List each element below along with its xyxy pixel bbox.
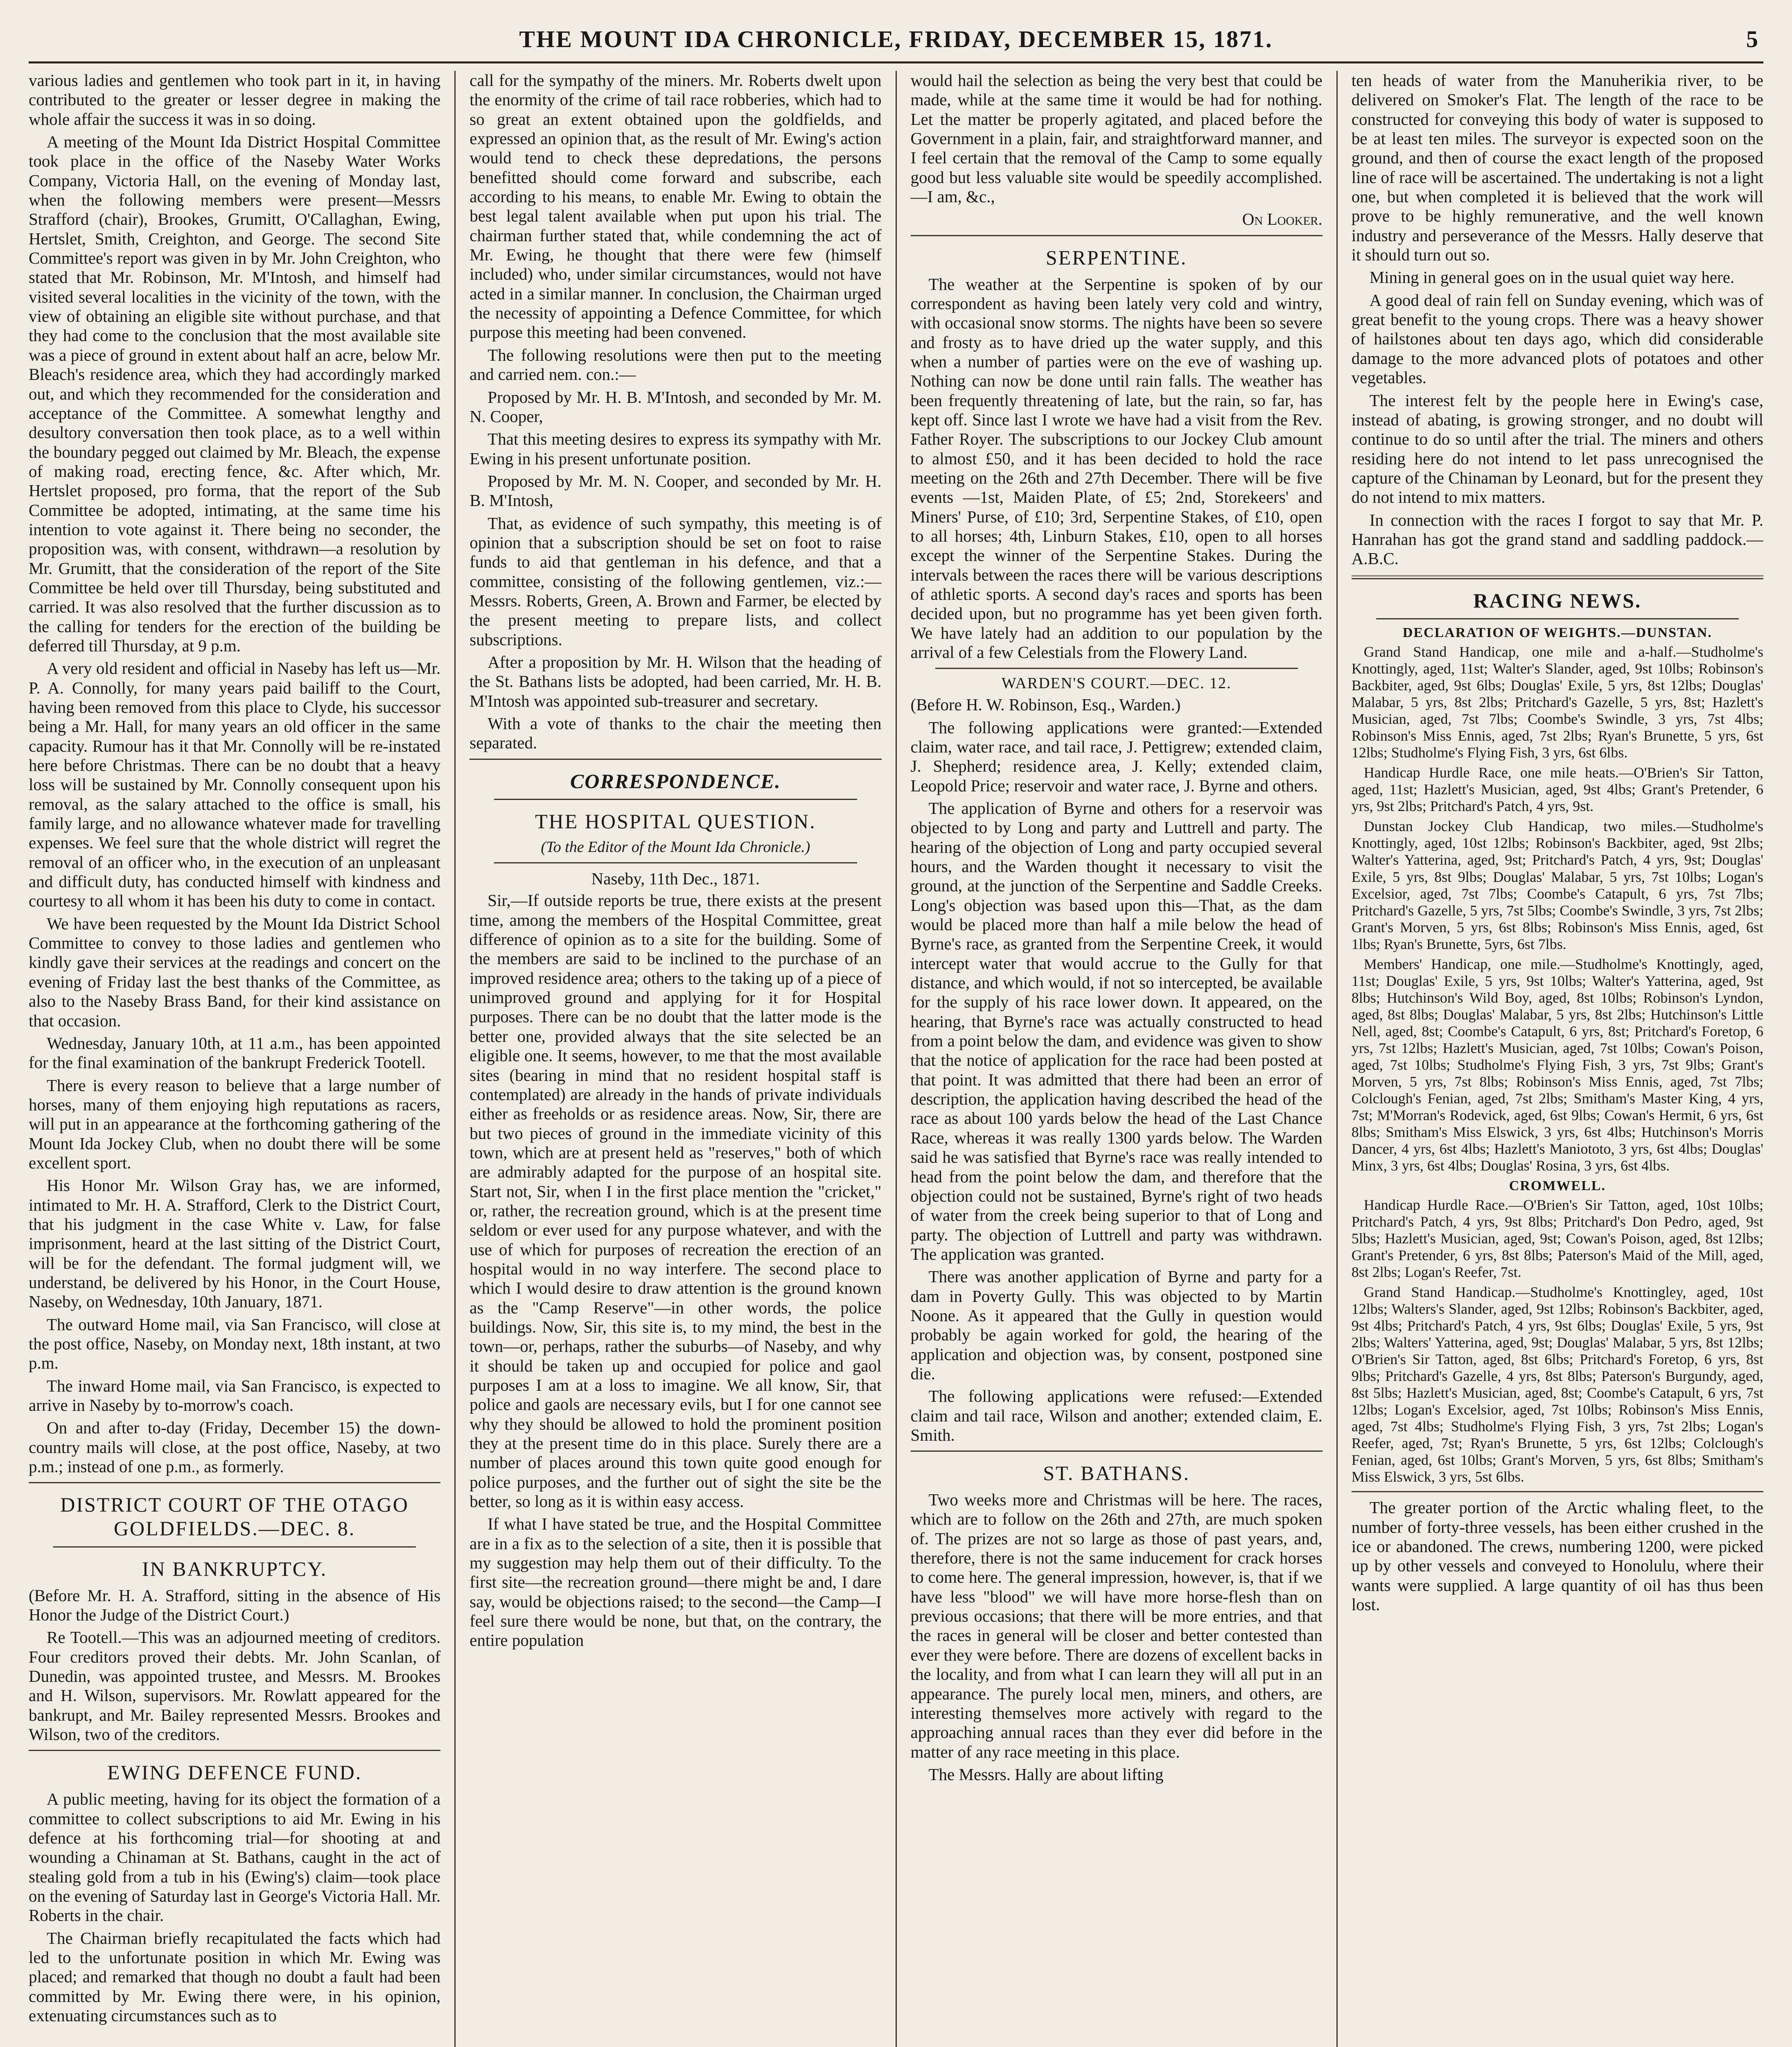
- section-heading: SERPENTINE.: [1045, 246, 1187, 269]
- article-paragraph: The following applications were refused:—Extended claim and tail race, Wilson and another; extended claim, E. Smith.: [910, 1387, 1323, 1444]
- subheading: CROMWELL.: [1509, 1178, 1606, 1194]
- divider: [911, 1451, 1323, 1452]
- article-paragraph: The outward Home mail, via San Francisco, will close at the post office, Naseby, on Monday next, 18th instant, at two p.m.: [29, 1315, 441, 1373]
- subheading: (To the Editor of the Mount Ida Chronicle.): [541, 838, 810, 856]
- race-entry: Handicap Hurdle Race, one mile heats.—O'Brien's Sir Tatton, aged, 11st; Hazlett's Musician, aged, 9st 4lbs; Grant's Pretender, 6 yrs, 9st 2lbs; Pritchard's Patch, 4 yrs, 9st.: [1351, 764, 1763, 815]
- article-paragraph: In connection with the races I forgot to say that Mr. P. Hanrahan has got the grand stand and saddling paddock.—A.B.C.: [1351, 510, 1763, 568]
- race-entry: Dunstan Jockey Club Handicap, two miles.—Studholme's Knottingly, aged, 10st 12lbs; Robinson's Backbiter, aged, 9st 2lbs; Walter's Yatterina, aged, 9st; Pritchard's Patch, 4 yrs, 9st; Douglas' Exile, 5 yrs, 8st 9lbs; Douglas' Malabar, 5 yrs, 7st 10lbs; Logan's Excelsior, aged, 7st 7lbs; Coombe's Catapult, 6 yrs, 7st 7lbs; Pritchard's Gazelle, 5 yrs, 7st 5lbs; Coombe's Swindle, 3 yrs, 7st 2lbs; Grant's Morven, 5 yrs, 6st 8lbs; Robinson's Miss Ennis, aged, 6st 1lbs; Ryan's Brunette, 5yrs, 6st 7lbs.: [1351, 818, 1763, 952]
- section-heading: CORRESPONDENCE.: [570, 769, 781, 793]
- article-paragraph: The Messrs. Hally are about lifting: [928, 1765, 1164, 1784]
- racing-news: [1352, 625, 1763, 1485]
- section-heading: EWING DEFENCE FUND.: [107, 1761, 362, 1784]
- section-heading: ST. BATHANS.: [1043, 1462, 1190, 1485]
- race-entry: Grand Stand Handicap, one mile and a-half.—Studholme's Knottingly, aged, 11st; Walter's Slander, aged, 9st 10lbs; Robinson's Backbiter, aged, 9st 6lbs; Douglas' Exile, 5 yrs, 8st 12lbs; Douglas' Malabar, 5 yrs, 8st 2lbs; Pritchard's Gazelle, 5 yrs, 8st; Hazlett's Musician, aged, 7st 7lbs; Coombe's Swindle, 3 yrs, 7st 4lbs; Robinson's Miss Ennis, aged, 7st 2lbs; Ryan's Brunette, 5 yrs, 6st 12lbs; Studholme's Flying Fish, 3 yrs, 6st 6lbs.: [1351, 644, 1763, 761]
- article-paragraph: The following applications were granted:—Extended claim, water race, and tail race, J. Pettigrew; extended claim, J. Shepherd; residence area, J. Kelly; extended claim, Leopold Price; reservoir and water race, J. Byrne and others.: [910, 718, 1323, 795]
- page-number: 5: [1746, 25, 1759, 52]
- divider: [1376, 618, 1739, 619]
- masthead-title: THE MOUNT IDA CHRONICLE, FRIDAY, DECEMBER 15, 1871.: [519, 25, 1273, 52]
- subheading: WARDEN'S COURT.—DEC. 12.: [1001, 675, 1232, 692]
- race-entry: Grand Stand Handicap.—Studholme's Knottingley, aged, 10st 12lbs; Walters's Slander, aged, 9st 12lbs; Robinson's Backbiter, aged, 9st 4lbs; Pritchard's Patch, 4 yrs, 9st 6lbs; Douglas' Exile, 5 yrs, 9st 2lbs; Walters' Yatterina, aged, 9st; Douglas' Malabar, 5 yrs, 8st 12lbs; O'Brien's Sir Tatton, aged, 8st 6lbs; Pritchard's Foretop, 6 yrs, 8st 9lbs; Pritchard's Gazelle, 4 yrs, 8st 8lbs; Paterson's Burgundy, aged, 8st 5lbs; Hazlett's Musician, aged, 8st; Coombe's Catapult, 6 yrs, 7st 12lbs; Logan's Excelsior, aged, 7st 10lbs; Robinson's Miss Ennis, aged, 7st 4lbs; Studholme's Flying Fish, 3 yrs, 7st 2lbs; Logan's Reefer, aged, 7st; Ryan's Brunette, 5 yrs, 6st 12lbs; Colclough's Fenian, aged, 6st 10lbs; Grant's Morven, 5 yrs, 6st 8lbs; Smitham's Miss Elswick, 3 yrs, 5st 6lbs.: [1351, 1283, 1763, 1485]
- article-paragraph: Re Tootell.—This was an adjourned meeting of creditors. Four creditors proved their debts. Mr. John Scanlan, of Dunedin, was appointed trustee, and Messrs. M. Brookes and H. Wilson, supervisors. Mr. Rowlatt appeared for the bankrupt, and Mr. Bailey represented Messrs. Brookes and Wilson, two of the creditors.: [29, 1628, 441, 1744]
- article-paragraph: The application of Byrne and others for a reservoir was objected to by Long and party and Luttrell and party. The hearing of the objection of Long and party occupied several hours, and the Warden thought it necessary to visit the ground, at the junction of the Serpentine and Saddle Creeks. Long's objection was based upon this—That, as the dam would be placed more than half a mile below the head of Byrne's race, as granted from the Serpentine Creek, it would intercept water that would accrue to the Gully for that distance, and which would, if not so intercepted, be available for the supply of his race lower down. It appeared, on the hearing, that Byrne's race was actually constructed to head from a point below the dam, and evidence was given to show that the notice of application for the race had been posted at that point. It was admitted that there had been an error of description, the application having described the head of the race as about 100 yards below the head of the Last Chance Race, whereas it was really 1300 yards below. The Warden said he was satisfied that Byrne's race was really intended to head from the point below the dam, and therefore that the objection could not be sustained, Byrne's right of two heads of water from the creek being superior to that of Long and party. The objection of Luttrell and party was withdrawn. The application was granted.: [910, 798, 1323, 1263]
- divider: [1352, 1491, 1763, 1492]
- divider: [29, 1750, 440, 1751]
- article-paragraph: After a proposition by Mr. H. Wilson that the heading of the St. Bathans lists be adopted, had been carried, Mr. H. B. M'Intosh was appointed sub-treasurer and secretary.: [469, 652, 882, 710]
- article-paragraph: The greater portion of the Arctic whaling fleet, to the number of forty-three vessels, has been either crushed in the ice or abandoned. The crews, numbering 1200, were picked up by other vessels and conveyed to Honolulu, where their wants were supplied. A large quantity of oil has thus been lost.: [1351, 1498, 1763, 1614]
- article-paragraph: We have been requested by the Mount Ida District School Committee to convey to those ladies and gentlemen who kindly gave their services at the readings and concert on the evening of Friday last the best thanks of the Committee, as also to the Naseby Brass Band, for their kind assistance on that occasion.: [29, 914, 441, 1030]
- article-paragraph: A meeting of the Mount Ida District Hospital Committee took place in the office of the Naseby Water Works Company, Victoria Hall, on the evening of Monday last, when the following members were present—Messrs Strafford (chair), Brookes, Grumitt, O'Callaghan, Ewing, Hertslet, Smith, Creighton, and George. The second Site Committee's report was given in by Mr. John Creighton, who stated that Mr. Robinson, Mr. M'Intosh, and himself had visited several localities in the vicinity of the town, with the view of obtaining an eligible site without purchase, and that they had come to the conclusion that the most available site was a piece of ground in extent about half an acre, below Mr. Bleach's residence area, which they had accordingly marked out, and which they recommended for the consideration and acceptance of the Committee. A somewhat lengthy and desultory conversation then took place, as to a well within the boundary pegged out claimed by Mr. Bleach, the expense of making road, erecting fence, &c. After which, Mr. Hertslet proposed, pro forma, that the report of the Sub Committee be adopted, intimating, at the same time his intention to vote against it. There being no seconder, the proposition was, with consent, withdrawn—a resolution by Mr. Grumitt, that the consideration of the report of the Site Committee be held over till Thursday, being substituted and carried. It was also resolved that the further discussion as to the calling for tenders for the erection of the building be deferred till Thursday, at 9 p.m.: [29, 132, 441, 655]
- article-paragraph: The weather at the Serpentine is spoken of by our correspondent as having been lately very cold and wintry, with occasional snow storms. The nights have been so severe and frosty as to have dried up the water supply, and this when a number of parties were on the eve of washing up. Nothing can now be done until rain falls. The weather has been frequently threatening of late, but the rain, so far, has kept off. Since last I wrote we have had a visit from the Rev. Father Royer. The subscriptions to our Jockey Club amount to almost £50, and it has been decided to hold the race meeting on the 26th and 27th December. There will be five events —1st, Maiden Plate, of £5; 2nd, Storekeers' and Miners' Purse, of £10; 3rd, Serpentine Stakes, of £10, open to all horses; 4th, Linburn Stakes, £10, open to all horses except the winner of the Serpentine Stakes. During the intervals between the races there will be various descriptions of athletic sports. A second day's races and sports has been decided upon, but no programme has yet been given forth. We have lately had an addition to our population by the arrival of a few Celestials from the Flowery Land.: [910, 274, 1323, 662]
- article-paragraph: The following resolutions were then put to the meeting and carried nem. con.:—: [469, 345, 882, 384]
- divider: [494, 862, 857, 863]
- subheading: DECLARATION OF WEIGHTS.—DUNSTAN.: [1402, 625, 1712, 641]
- article-paragraph: Proposed by Mr. H. B. M'Intosh, and seconded by Mr. M. N. Cooper,: [469, 387, 882, 426]
- article-paragraph: The inward Home mail, via San Francisco, is expected to arrive in Naseby by to-morrow's coach.: [29, 1376, 441, 1415]
- divider: [1352, 575, 1763, 579]
- article-paragraph: would hail the selection as being the very best that could be made, while at the same time it would be had for nothing. Let the matter be properly agitated, and placed before the Government in a plain, fair, and straightforward manner, and I feel certain that the removal of the Camp to some equally good but less valuable site would be speedily accomplished.—I am, &c.,: [910, 71, 1323, 206]
- columns: [29, 71, 1763, 2047]
- signature: On Looker.: [1242, 210, 1323, 229]
- section-heading: THE HOSPITAL QUESTION.: [535, 810, 816, 833]
- article-paragraph: A public meeting, having for its object the formation of a committee to collect subscriptions to aid Mr. Ewing in his defence at his forthcoming trial—for shooting at and wounding a Chinaman at St. Bathans, caught in the act of stealing gold from a tub in his (Ewing's) claim—took place on the evening of Saturday last in George's Victoria Hall. Mr. Roberts in the chair.: [29, 1789, 441, 1925]
- article-paragraph: ten heads of water from the Manuherikia river, to be delivered on Smoker's Flat. The length of the race to be constructed for conveying this body of water is supposed to be at least ten miles. The surveyor is expected soon on the ground, and then of course the exact length of the proposed line of race will be ascertained. The undertaking is not a light one, but when completed it is believed that the work will prove to be highly remunerative, and the well known industry and perseverance of the Messrs. Hally deserve that it should turn out so.: [1351, 71, 1763, 264]
- race-entry: Members' Handicap, one mile.—Studholme's Knottingly, aged, 11st; Douglas' Exile, 5 yrs, 9st 10lbs; Walter's Yatterina, aged, 9st 8lbs; Hutchinson's Wild Boy, aged, 8st 10lbs; Robinson's Lyndon, aged, 8st 8lbs; Douglas' Malabar, 5 yrs, 8st 2lbs; Hutchinson's Little Nell, aged, 8st; Coombe's Catapult, 6 yrs, 8st; Pritchard's Foretop, 6 yrs, 7st 12lbs; Hazlett's Musician, aged, 7st 10lbs; Cowan's Poison, aged, 7st 10lbs; Studholme's Flying Fish, 3 yrs, 7st 9lbs; Grant's Morven, 5 yrs, 7st 8lbs; Robinson's Miss Ennis, aged, 7st 7lbs; Colclough's Fenian, aged, 7st 2lbs; Smitham's Master King, 4 yrs, 7st; M'Morran's Rodevick, aged, 6st 9lbs; Cowan's Hermit, 6 yrs, 6st 8lbs; Smitham's Miss Elswick, 3 yrs, 6st 4lbs; Hutchinson's Morris Dancer, 4 yrs, 6st 4lbs; Hazlett's Maniototo, 3 yrs, 6st 4lbs; Douglas' Minx, 3 yrs, 6st 4lbs; Douglas' Rosina, 3 yrs, 6st 4lbs.: [1351, 956, 1763, 1174]
- section-heading: RACING NEWS.: [1473, 589, 1642, 612]
- masthead: [29, 16, 1763, 63]
- section-heading: DISTRICT COURT OF THE OTAGO GOLDFIELDS.—DEC. 8.: [60, 1493, 409, 1540]
- divider: [29, 1482, 440, 1483]
- article-paragraph: There is every reason to believe that a large number of horses, many of them enjoying high reputations as racers, will put in an appearance at the forthcoming gathering of the Mount Ida Jockey Club, when no doubt there will be some excellent sport.: [29, 1075, 441, 1172]
- article-paragraph: (Before Mr. H. A. Strafford, sitting in the absence of His Honor the Judge of the District Court.): [29, 1586, 441, 1624]
- divider: [935, 668, 1298, 669]
- article-paragraph: Mining in general goes on in the usual quiet way here.: [1369, 268, 1735, 287]
- article-paragraph: The Chairman briefly recapitulated the facts which had led to the unfortunate position in which Mr. Ewing was placed; and remarked that though no doubt a fault had been committed by Mr. Ewing there were, in his opinion, extenuating circumstances such as to: [29, 1928, 441, 2025]
- article-paragraph: On and after to-day (Friday, December 15) the down-country mails will close, at the post office, Naseby, at two p.m.; instead of one p.m., as formerly.: [29, 1418, 441, 1476]
- article-paragraph: If what I have stated be true, and the Hospital Committee are in a fix as to the selection of a site, then it is possible that my suggestion may help them out of their difficulty. To the first site—the recreation ground—there might be and, I dare say, would be objections raised; to the second—the Camp—I feel sure there would be none, but that, on the contrary, the entire population: [469, 1514, 882, 1650]
- divider: [494, 799, 857, 800]
- article-paragraph: That, as evidence of such sympathy, this meeting is of opinion that a subscription should be set on foot to raise funds to aid that gentleman in his defence, and that a committee, consisting of the following gentlemen, viz.:—Messrs. Roberts, Green, A. Brown and Farmer, be elected by the present meeting to prepare lists, and collect subscriptions.: [469, 513, 882, 649]
- dateline: Naseby, 11th Dec., 1871.: [591, 869, 760, 888]
- article-paragraph: A good deal of rain fell on Sunday evening, which was of great benefit to the young crops. There was a heavy shower of hailstones about ten days ago, which did considerable damage to the more advanced plots of potatoes and other vegetables.: [1351, 290, 1763, 387]
- section-heading: IN BANKRUPTCY.: [142, 1557, 327, 1580]
- article-paragraph: With a vote of thanks to the chair the meeting then separated.: [469, 714, 882, 752]
- column-3: [896, 71, 1336, 2047]
- column-1: [29, 71, 454, 2047]
- article-paragraph: The interest felt by the people here in Ewing's case, instead of abating, is growing stronger, and no doubt will continue to do so until after the trial. The miners and others residing here do not intend to let pass unrecognised the capture of the Chinaman by Leonard, but for the present they do not intend to mix matters.: [1351, 391, 1763, 507]
- divider: [911, 235, 1323, 236]
- article-paragraph: There was another application of Byrne and party for a dam in Poverty Gully. This was objected to by Martin Noone. As it appeared that the Gully in question would probably be again worked for gold, the hearing of the application and objection was, by consent, postponed sine die.: [910, 1267, 1323, 1383]
- divider: [53, 1546, 416, 1548]
- article-paragraph: A very old resident and official in Naseby has left us—Mr. P. A. Connolly, for many years paid bailiff to the Court, having been removed from this place to Clyde, his successor being a Mr. Hall, for many years an old officer in the same capacity. Rumour has it that Mr. Connolly will be re-instated here before Christmas. There can be no doubt that a heavy loss will be sustained by Mr. Connolly consequent upon his removal, as the salary attached to the office is small, his family large, and no allowance whatever made for travelling expenses. We feel sure that the whole district will regret the removal of an officer who, in the execution of an unpleasant and difficult duty, has conducted himself with kindness and courtesy to all whom it has been his duty to come in contact.: [29, 659, 441, 911]
- column-4: [1336, 71, 1763, 2047]
- article-paragraph: Proposed by Mr. M. N. Cooper, and seconded by Mr. H. B. M'Intosh,: [469, 471, 882, 510]
- divider: [469, 759, 881, 760]
- article-paragraph: His Honor Mr. Wilson Gray has, we are informed, intimated to Mr. H. A. Strafford, Clerk to the District Court, that his judgment in the case White v. Law, for false imprisonment, heard at the last sitting of the District Court, will be for the defendant. The formal judgment will, we understand, be delivered by his Honor, in the Court House, Naseby, on Wednesday, 10th January, 1871.: [29, 1176, 441, 1311]
- article-paragraph: call for the sympathy of the miners. Mr. Roberts dwelt upon the enormity of the crime of tail race robberies, which had to so great an extent obtained upon the goldfields, and expressed an opinion that, as the result of Mr. Ewing's action would tend to check these depredations, the persons benefitted should come forward and subscribe, each according to his means, to enable Mr. Ewing to obtain the best legal talent available when put upon his trial. The chairman further stated that, while condemning the act of Mr. Ewing, he thought that there were few (himself included) who, under similar circumstances, would not have acted in a similar manner. In conclusion, the Chairman urged the necessity of appointing a Defence Committee, for which purpose this meeting had been convened.: [469, 71, 882, 342]
- article-paragraph: Sir,—If outside reports be true, there exists at the present time, among the members of the Hospital Committee, great difference of opinion as to a site for the building. Some of the members are said to be inclined to the purchase of an improved residence area; others to the taking up of a piece of unimproved ground and applying for it for Hospital purposes. There can be no doubt that the latter mode is the better one, provided always that the site selected be an eligible one. It seems, however, to me that the most available sites (bearing in mind that no resident hospital staff is contemplated) are already in the hands of private individuals either as freeholds or as residence areas. Now, Sir, there are but two pieces of ground in the immediate vicinity of this town, which are at present held as "reserves," both of which are admirably adapted for the purpose of an hospital site. Start not, Sir, when I in the first place mention the "cricket," or, rather, the recreation ground, which is at the present time seldom or ever used for any purpose whatever, and with the use of which for purposes of recreation the erection of an hospital would in no way interfere. The second place to which I would desire to draw attention is the ground known as the "Camp Reserve"—in other words, the police buildings. Now, Sir, this site is, to my mind, the best in the town—or, perhaps, rather the suburbs—of Naseby, and why it should be taken up and occupied for police and gaol purposes I am at a loss to imagine. We all know, Sir, that police and gaols are necessary evils, but I for one cannot see why they should be allowed to hold the prominent position they at the present time do in this place. Surely there are a number of places around this town quite good enough for police purposes, and the further out of sight the site be the better, so long as it is within easy access.: [469, 891, 882, 1511]
- article-paragraph: Wednesday, January 10th, at 11 a.m., has been appointed for the final examination of the bankrupt Frederick Tootell.: [29, 1033, 441, 1072]
- article-paragraph: That this meeting desires to express its sympathy with Mr. Ewing in his present unfortunate position.: [469, 429, 882, 468]
- article-paragraph: various ladies and gentlemen who took part in it, in having contributed to the greater or lesser degree in making the whole affair the success it was in so doing.: [29, 71, 441, 129]
- column-2: [454, 71, 895, 2047]
- article-paragraph: (Before H. W. Robinson, Esq., Warden.): [910, 695, 1181, 714]
- article-paragraph: Two weeks more and Christmas will be here. The races, which are to follow on the 26th and 27th, are much spoken of. The prizes are not so large as those of past years, and, therefore, there is not the same inducement for crack horses to come here. The general impression, however, is, that if we have less "blood" we will have more horse-flesh than on previous occasions; that there will be more entries, and that the races in general will be closer and better contested than ever they were before. There are dozens of excellent backs in the locality, and from what I can learn they will all put in an appearance. The purely local men, miners, and others, are interesting themselves more actively with regard to the approaching annual races than they ever did before in the matter of any race meeting in this place.: [910, 1490, 1323, 1761]
- race-entry: Handicap Hurdle Race.—O'Brien's Sir Tatton, aged, 10st 10lbs; Pritchard's Patch, 4 yrs, 9st 8lbs; Pritchard's Don Pedro, aged, 9st 5lbs; Hazlett's Musician, aged, 9st; Cowan's Poison, aged, 8st 12lbs; Grant's Pretender, 6 yrs, 8st 8lbs; Paterson's Maid of the Mill, aged, 8st 2lbs; Logan's Reefer, 7st.: [1351, 1196, 1763, 1280]
